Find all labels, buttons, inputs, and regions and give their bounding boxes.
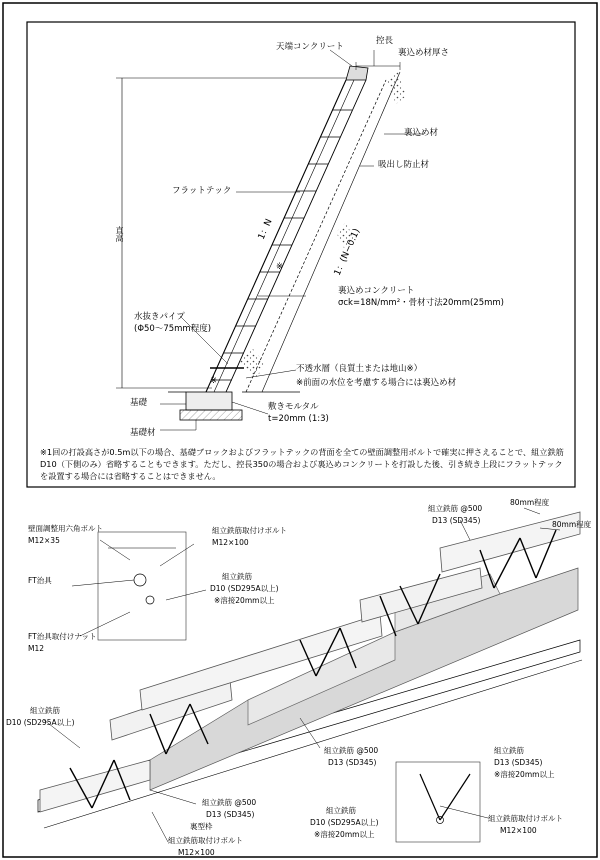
label-uragata: 裏型枠 <box>190 822 213 831</box>
label-shiki-mortar: 敷きモルタル <box>268 402 319 412</box>
label-rebar-a-spec: D10 (SD295A以上) <box>210 584 279 593</box>
label-kisozai: 基礎材 <box>130 428 156 438</box>
label-ft-nut: FT治具取付けナット <box>28 632 97 641</box>
label-hex-bolt-size: M12×35 <box>28 536 60 545</box>
label-rebar-bolt-a: 組立鉄筋取付けボルト <box>212 526 287 535</box>
label-slope-n01: 1：(N−0.1) <box>332 227 363 278</box>
label-mark-lower: ※ <box>210 376 218 386</box>
label-rebar-c-weld: ※溶接20mm以上 <box>314 830 375 839</box>
label-rebar-bottom-spec: D13 (SD345) <box>206 810 255 819</box>
isometric-diagram <box>38 508 582 842</box>
label-tenba-concrete: 天端コンクリート <box>276 42 344 52</box>
label-rebar-bolt-c-size: M12×100 <box>500 826 537 835</box>
label-rebar-c-spec: D10 (SD295A以上) <box>310 818 379 827</box>
label-flat-tech: フラットテック <box>172 186 232 196</box>
label-ft-nut-size: M12 <box>28 644 45 653</box>
label-suidashi: 吸出し防止材 <box>378 160 430 170</box>
label-uragome-concrete-spec: σck=18N/mm²・骨材寸法20mm(25mm) <box>338 298 504 308</box>
label-rebar-a-weld: ※溶接20mm以上 <box>214 596 275 605</box>
label-hex-bolt: 壁面調整用六角ボルト <box>28 524 103 533</box>
label-rebar-bolt-b: 組立鉄筋取付けボルト <box>168 836 243 845</box>
label-rebar-top: 組立鉄筋 @500 <box>428 504 483 513</box>
label-mizunuki-size: (Φ50〜75mm程度) <box>134 324 212 334</box>
label-futosui: 不透水層（良質土または地山※） <box>296 364 423 374</box>
label-kiso: 基礎 <box>130 398 148 408</box>
label-hikae-naga: 控長 <box>376 36 394 46</box>
label-rebar-d: 組立鉄筋 <box>494 746 524 755</box>
label-rebar-left-spec: D10 (SD295A以上) <box>6 718 75 727</box>
label-mizunuki: 水抜きパイプ <box>134 312 185 322</box>
label-uragome-zai: 裏込め材 <box>404 128 439 138</box>
label-rebar-top-spec: D13 (SD345) <box>432 516 481 525</box>
label-slope-n: 1：N <box>256 217 275 242</box>
label-approx-80-b: 80mm程度 <box>552 520 592 529</box>
label-uragome-concrete: 裏込めコンクリート <box>338 286 415 296</box>
construction-note: ※1回の打設高さが0.5m以下の場合、基礎ブロックおよびフラットテックの背面を全ての壁面調整用ボルトで確実に押さえることで、組立鉄筋D10（下側のみ）省略することもできます。ただし、控長350の場合および裏込めコンクリートを打設した後、引き続き上段にフラットテックを設置する場合には省略することはできません。 <box>40 447 564 481</box>
label-approx-80-a: 80mm程度 <box>510 498 550 507</box>
label-rebar-bolt-a-size: M12×100 <box>212 538 249 547</box>
label-futosui-note: ※前面の水位を考慮する場合には裏込め材 <box>296 378 457 388</box>
label-rebar-left: 組立鉄筋 <box>30 706 60 715</box>
label-mark-upper: ※ <box>276 262 284 272</box>
label-rebar-bottom: 組立鉄筋 @500 <box>202 798 257 807</box>
label-shiki-mortar-spec: t=20mm (1:3) <box>268 414 329 424</box>
label-rebar-bolt-b-size: M12×100 <box>178 848 215 857</box>
label-rebar-mid: 組立鉄筋 @500 <box>324 746 379 755</box>
label-uragome-atsusa: 裏込め材厚さ <box>398 48 450 58</box>
label-rebar-bolt-c: 組立鉄筋取付けボルト <box>488 814 563 823</box>
label-rebar-a: 組立鉄筋 <box>222 572 252 581</box>
label-rebar-d-weld: ※溶接20mm以上 <box>494 770 555 779</box>
label-ft-jig: FT治具 <box>28 576 52 585</box>
label-rebar-mid-spec: D13 (SD345) <box>328 758 377 767</box>
label-rebar-c: 組立鉄筋 <box>326 806 356 815</box>
label-rebar-d-spec: D13 (SD345) <box>494 758 543 767</box>
label-height: 直高 <box>115 226 124 242</box>
